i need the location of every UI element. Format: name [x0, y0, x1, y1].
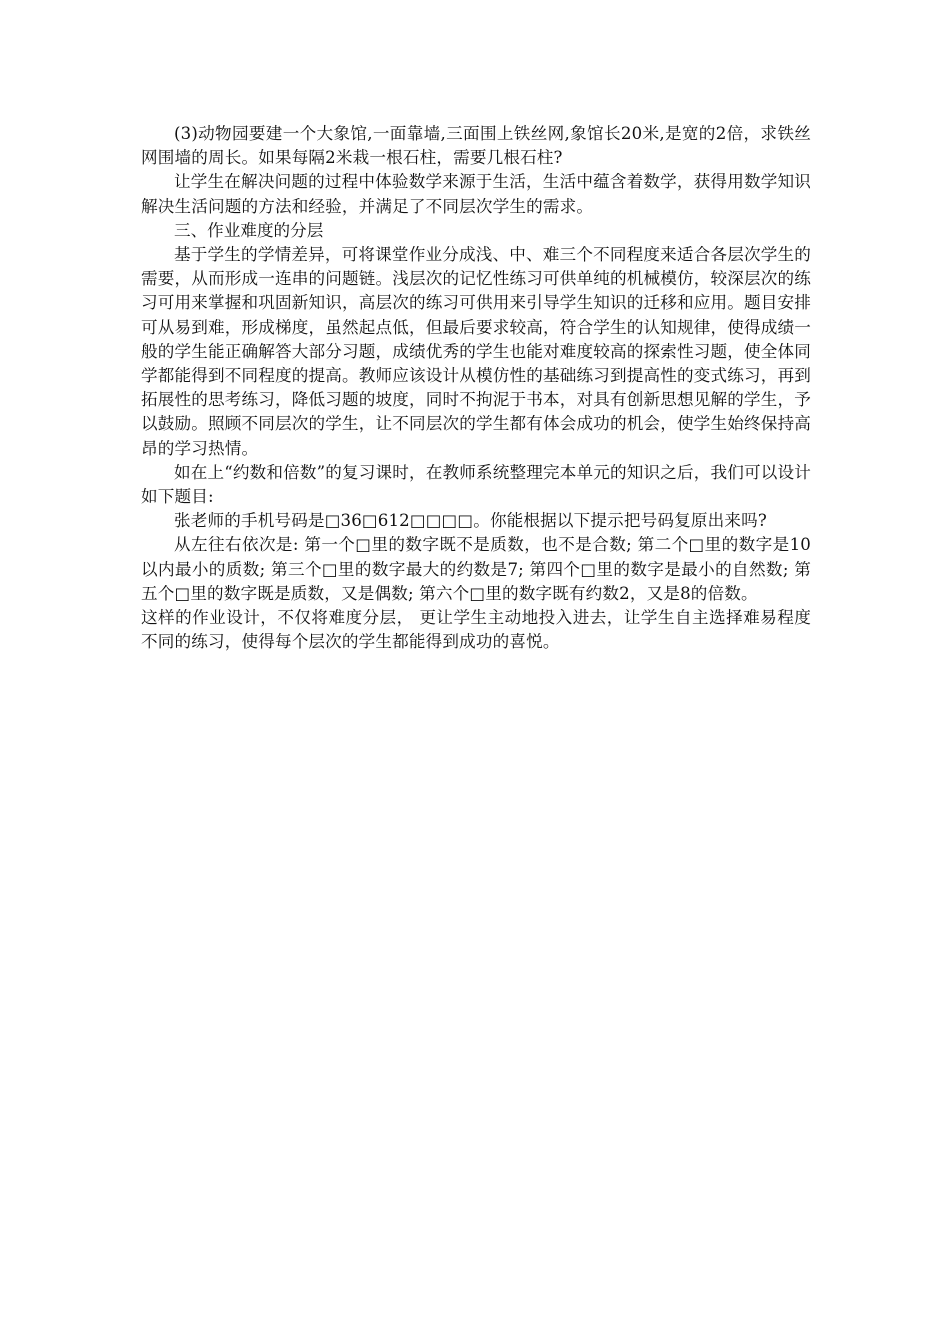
section-heading-difficulty-layering: 三、作业难度的分层	[174, 220, 324, 240]
paragraph-phone-puzzle: 张老师的手机号码是□36□612□□□□。你能根据以下提示把号码复原出来吗?	[174, 511, 767, 531]
document-body	[141, 122, 811, 654]
paragraph-conclusion: 这样的作业设计，不仅将难度分层， 更让学生主动地投入进去，让学生自主选择难易程度不同的练习，使得每个层次的学生都能得到成功的喜悦。	[141, 608, 811, 652]
paragraph-experience: 让学生在解决问题的过程中体验数学来源于生活，生活中蕴含着数学，获得用数学知识解决生活问题的方法和经验，并满足了不同层次学生的需求。	[141, 172, 811, 216]
paragraph-phone-hints: 从左往右依次是: 第一个□里的数字既不是质数，也不是合数; 第二个□里的数字是10以内最小的质数; 第三个□里的数字最大的约数是7; 第四个□里的数字是最小的自然数; 第五个□里的数字既是质数，又是偶数; 第六个□里的数字既有约数2，又是8的倍数。	[141, 535, 811, 603]
paragraph-review-lesson: 如在上“约数和倍数”的复习课时，在教师系统整理完本单元的知识之后，我们可以设计如下题目:	[141, 462, 811, 507]
paragraph-elephant-problem: (3)动物园要建一个大象馆,一面靠墙,三面围上铁丝网,象馆长20米,是宽的2倍，求铁丝网围墙的周长。如果每隔2米栽一根石柱，需要几根石柱?	[141, 124, 811, 168]
paragraph-layering-explanation: 基于学生的学情差异，可将课堂作业分成浅、中、难三个不同程度来适合各层次学生的需要，从而形成一连串的问题链。浅层次的记忆性练习可供单纯的机械模仿，较深层次的练习可用来掌握和巩固新知识，高层次的练习可供用来引导学生知识的迁移和应用。题目安排可从易到难，形成梯度，虽然起点低，但最后要求较高，符合学生的认知规律，使得成绩一般的学生能正确解答大部分习题，成绩优秀的学生也能对难度较高的探索性习题，使全体同学都能得到不同程度的提高。教师应该设计从模仿性的基础练习到提高性的变式练习，再到拓展性的思考练习，降低习题的坡度，同时不拘泥于书本，对具有创新思想见解的学生，予以鼓励。照顾不同层次的学生，让不同层次的学生都有体会成功的机会，使学生始终保持高昂的学习热情。	[141, 245, 811, 458]
